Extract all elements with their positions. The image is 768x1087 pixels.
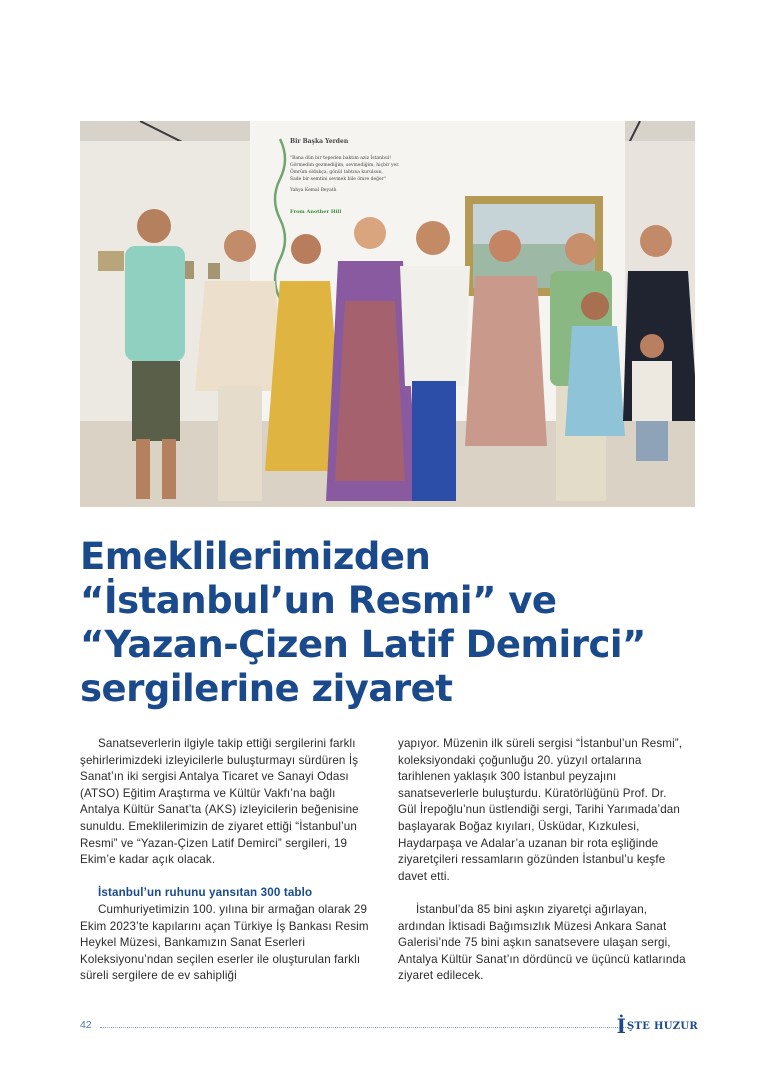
title-line: sergilerine ziyaret [80,667,453,710]
body-paragraph: İstanbul’da 85 bini aşkın ziyaretçi ağırlayan, ardından İktisadi Bağımsızlık Müzesi Ankara Sanat Galerisi’nde 75 bini aşkın sanatsevere ulaşan sergi, Antalya Kültür Sanat’ın dördüncü ve üçüncü katlarında ziyaret edilecek. [398,902,686,983]
title-line: “Yazan-Çizen Latif Demirci” [80,623,646,666]
title-line: Emeklilerimizden [80,535,431,578]
svg-text:From Another Hill: From Another Hill [290,209,342,215]
page-number: 42 [80,1019,92,1031]
logo-mark-icon: İ [616,1014,627,1038]
svg-text:Sade bir semtini sevmek bile ö: Sade bir semtini sevmek bile ömre değer" [290,177,386,182]
body-paragraph: Cumhuriyetimizin 100. yılına bir armağan olarak 29 Ekim 2023’te kapılarını açan Türkiye İş Bankası Resim Heykel Müzesi, Bankamızın Sanat Eserleri Koleksiyonu’ndan seçilen eserler ile oluşturulan farklı süreli sergilere de ev sahipliği [80,902,369,983]
footer-divider [100,1027,628,1028]
photo-illustration [80,121,695,507]
section-subheading: İstanbul’un ruhunu yansıtan 300 tablo [98,886,313,900]
magazine-logo [617,1016,698,1036]
svg-text:"Bana dün bir tepeden baktım a: "Bana dün bir tepeden baktım aziz İstanbul! [290,156,391,161]
svg-text:Ömrüm oldukça, gönül tahtına k: Ömrüm oldukça, gönül tahtına kurulsun, [290,170,383,175]
article-title [80,535,700,711]
logo-text: ŞTE HUZUR [627,1020,698,1032]
svg-text:Yahya Kemal Beyatlı: Yahya Kemal Beyatlı [290,188,337,193]
svg-text:Bir Başka Yerden: Bir Başka Yerden [290,138,349,145]
group-photo [80,121,695,507]
title-line: “İstanbul’un Resmi” ve [80,579,557,622]
svg-text:Görmedim gezmediğim, sevmediği: Görmedim gezmediğim, sevmediğim, hiçbir yer. [290,163,400,168]
intro-paragraph: Sanatseverlerin ilgiyle takip ettiği sergilerini farklı şehirlerimizdeki izleyicilerle buluşturmayı sürdüren İş Sanat’ın iki sergisi Antalya Ticaret ve Sanayi Odası (ATSO) Eğitim Araştırma ve Kültür Vakfı’na bağlı Antalya Kültür Sanat’ta (AKS) izleyicilerin beğenisine sunuldu. Emeklilerimizin de ziyaret ettiği “İstanbul’un Resmi” ve “Yazan-Çizen Latif Demirci” sergileri, 19 Ekim’e kadar açık olacak. [80,737,359,867]
body-paragraph: yapıyor. Müzenin ilk süreli sergisi “İstanbul’un Resmi”, koleksiyondaki çoğunluğu 20. yüzyıl ortalarına tarihlenen yaklaşık 300 İstanbul peyzajını sanatseverlerle buluşturdu. Küratörlüğünü Prof. Dr. Gül İrepoğlu’nun üstlendiği sergi, Tarihi Yarımada’dan başlayarak Boğaz kıyıları, Üsküdar, Kızkulesi, Haydarpaşa ve Adalar’a uzanan bir rota eşliğinde ziyaretçileri ressamların gözünden İstanbul’u keşfe davet etti. [398,737,683,883]
right-column [398,736,688,985]
page-footer [80,1014,698,1038]
left-column [80,736,370,985]
